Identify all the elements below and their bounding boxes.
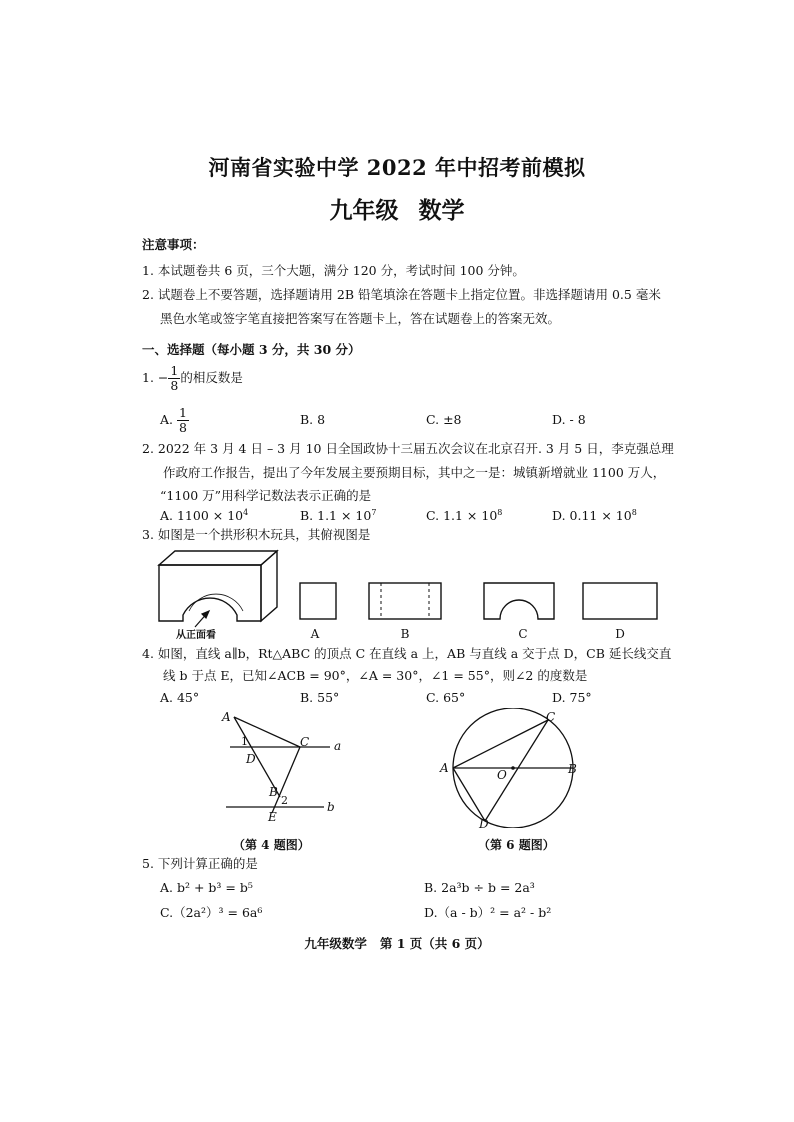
exam-subtitle	[0, 192, 794, 225]
q1-option-d: D. - 8	[552, 412, 586, 427]
option-a-square-view	[300, 583, 336, 619]
figure-6-diagram	[435, 708, 585, 828]
q3-label-b: B	[400, 627, 410, 641]
q1-fraction: $\frac{1}{8}$	[170, 363, 179, 393]
chord-cd	[485, 720, 548, 821]
fig4-label-d-point: D	[246, 752, 256, 766]
q4-line2: 线 b 于点 E，已知∠ACB = 90°，∠A = 30°，∠1 = 55°，则∠2 的度数是	[163, 668, 588, 683]
q2-option-d: D. $0.11 \times 10^8$	[552, 508, 637, 523]
option-c-arch-view	[484, 583, 554, 619]
fig4-angle-1: 1	[241, 735, 248, 748]
front-view-arrow	[195, 611, 209, 627]
q1-option-a: A. $\frac{1}{8}$	[160, 405, 187, 435]
q3-label-d: D	[615, 627, 625, 641]
fig4-angle-2: 2	[281, 794, 288, 807]
q5-option-b: B. 2a³b ÷ b = 2a³	[424, 880, 535, 895]
q4-option-c: C. 65°	[426, 690, 466, 705]
notes-item-1: 1. 本试题卷共 6 页，三个大题，满分 120 分，考试时间 100 分钟。	[142, 263, 525, 278]
q2-line2: 作政府工作报告，提出了今年发展主要预期目标，其中之一是：城镇新增就业 1100 万人，	[163, 465, 666, 480]
grade-label: 九年级	[329, 197, 399, 224]
fig4-label-c-point: C	[300, 735, 310, 749]
fig4-label-line-a: a	[334, 739, 342, 753]
q2-option-c: C. $1.1 \times 10^8$	[426, 508, 503, 523]
q5-option-d: D.（a - b）² = a² - b²	[424, 905, 552, 920]
q1-stem: 的相反数是	[180, 370, 243, 385]
q2-option-a: A. $1100 \times 10^4$	[160, 508, 249, 523]
fig6-label-c: C	[546, 710, 556, 724]
q5-stem: 5. 下列计算正确的是	[142, 856, 258, 871]
option-d-rectangle-view	[583, 583, 657, 619]
q1-neg-sign: −	[157, 370, 169, 385]
fig6-label-d: D	[479, 817, 489, 828]
option-b-dashed-view	[369, 583, 441, 619]
subject-label: 数学	[418, 197, 465, 224]
exam-title: 河南省实验中学 2022 年中招考前模拟	[208, 155, 586, 180]
q1-option-c: C. ±8	[426, 412, 462, 427]
fig4-label-e-point: E	[268, 810, 277, 824]
q4-option-b: B. 55°	[300, 690, 340, 705]
q3-label-a: A	[310, 627, 320, 641]
fig6-label-b: B	[568, 762, 577, 776]
chord-ad	[453, 768, 485, 821]
fig6-label-o: O	[497, 768, 507, 782]
section-heading: 一、选择题（每小题 3 分，共 30 分）	[142, 342, 361, 357]
q4-option-d: D. 75°	[552, 690, 592, 705]
q2-line1: 2. 2022 年 3 月 4 日 – 3 月 10 日全国政协十三届五次会议在北京召开. 3 月 5 日，李克强总理	[142, 441, 674, 456]
q5-option-c: C.（2a²）³ = 6a⁶	[160, 905, 263, 920]
notes-item-2-line1: 2. 试题卷上不要答题，选择题请用 2B 铅笔填涂在答题卡上指定位置。非选择题请用 0.5 毫米	[142, 287, 661, 302]
q1-option-a-fraction: $\frac{1}{8}$	[179, 405, 187, 435]
q2-line3: “1100 万”用科学记数法表示正确的是	[160, 488, 372, 503]
fig4-label-line-b: b	[327, 800, 335, 814]
fig4-label-b-point: B	[269, 785, 278, 799]
center-point-o	[511, 766, 515, 770]
fig6-label-a: A	[440, 761, 449, 775]
front-view-label: 从正面看	[176, 630, 216, 641]
q5-option-a: A. b² + b³ = b⁵	[160, 880, 253, 895]
q2-option-b: B. $1.1 \times 10^7$	[300, 508, 377, 523]
q1-number: 1.	[142, 370, 154, 385]
question-1	[142, 364, 243, 393]
q4-option-a: A. 45°	[160, 690, 200, 705]
figure-6-caption: （第 6 题图）	[478, 838, 555, 852]
q4-line1: 4. 如图，直线 a∥b，Rt△ABC 的顶点 C 在直线 a 上，AB 与直线 a 交于点 D，CB 延长线交直	[142, 646, 672, 661]
q3-label-c: C	[518, 627, 528, 641]
notes-heading: 注意事项：	[142, 237, 205, 252]
q3-stem: 3. 如图是一个拱形积木玩具，其俯视图是	[142, 527, 371, 542]
arch-block-figure	[159, 551, 277, 621]
figure-4-diagram	[210, 705, 350, 825]
fig4-label-a-point: A	[222, 710, 231, 724]
figure-4-caption: （第 4 题图）	[233, 838, 310, 852]
q1-option-b: B. 8	[300, 412, 326, 427]
page-footer: 九年级数学 第 1 页（共 6 页）	[304, 936, 490, 951]
notes-item-2-line2: 黑色水笔或签字笔直接把答案写在答题卡上，答在试题卷上的答案无效。	[160, 311, 561, 326]
